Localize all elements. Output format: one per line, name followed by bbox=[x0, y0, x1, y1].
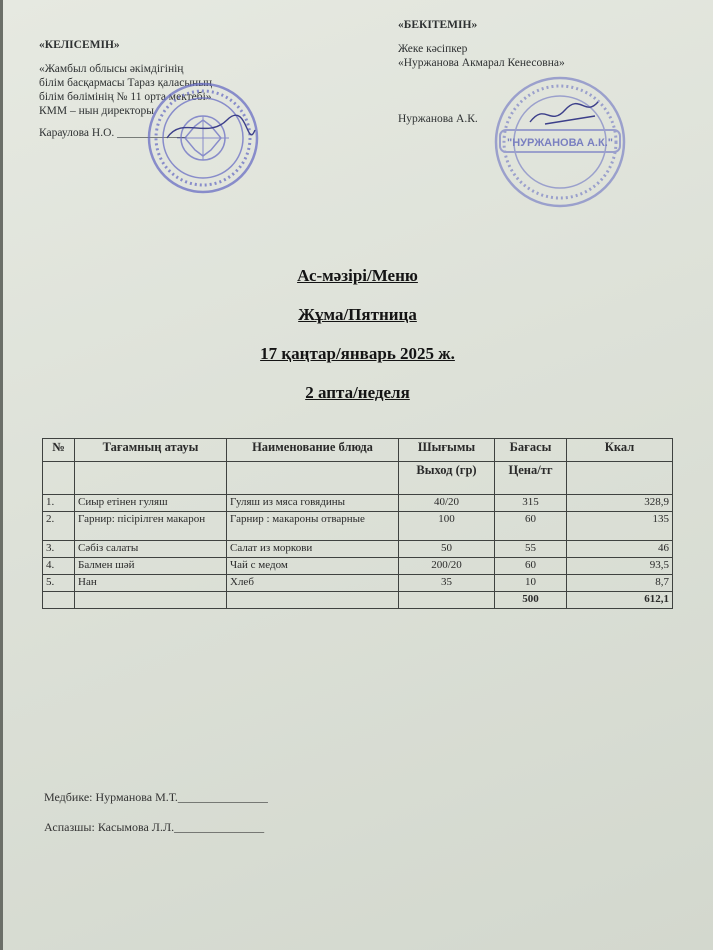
agreed-signer-name: Караулова Н.О. bbox=[39, 127, 115, 139]
col-kcal: Ккал bbox=[567, 439, 673, 462]
col-name-kz: Тағамның атауы bbox=[75, 439, 227, 462]
date-title: 17 қаңтар/январь 2025 ж. bbox=[260, 344, 455, 363]
col-number: № bbox=[43, 439, 75, 462]
table-row: 2. Гарнир: пісірілген макарон Гарнир : макароны отварные 100 60 135 bbox=[43, 512, 673, 541]
col-price: Бағасы bbox=[495, 439, 567, 462]
approved-signer: Нуржанова А.К. bbox=[398, 113, 478, 125]
agreed-signer: Караулова Н.О. ____________ bbox=[39, 127, 187, 139]
nurse-signature-line: Медбике: Нурманова М.Т._______________ bbox=[44, 790, 268, 804]
total-kcal: 612,1 bbox=[567, 592, 673, 609]
col-output: Шығымы bbox=[399, 439, 495, 462]
table-row: 3. Сәбіз салаты Салат из моркови 50 55 46 bbox=[43, 541, 673, 558]
agreed-line-3: білім бөлімінің № 11 орта мектебі» bbox=[39, 91, 212, 103]
total-price: 500 bbox=[495, 592, 567, 609]
day-title: Жұма/Пятница bbox=[298, 305, 417, 324]
cook-signature: Аспазшы: Касымова Л.Л. bbox=[44, 820, 175, 834]
table-row: 1. Сиыр етінен гуляш Гуляш из мяса говядины 40/20 315 328,9 bbox=[43, 495, 673, 512]
cook-signature-line: Аспазшы: Касымова Л.Л._______________ bbox=[44, 820, 265, 834]
stamp-name-text: "НУРЖАНОВА А.К." bbox=[507, 137, 613, 149]
table-subheader-row bbox=[43, 462, 673, 495]
col-name-ru: Наименование блюда bbox=[227, 439, 399, 462]
approved-title: «БЕКІТЕМІН» bbox=[398, 19, 478, 31]
approved-line-2: «Нуржанова Акмарал Кенесовна» bbox=[398, 57, 565, 69]
agreed-title: «КЕЛІСЕМІН» bbox=[39, 39, 120, 51]
school-stamp bbox=[137, 80, 269, 198]
agreed-line-2: білім басқармасы Тараз қаласының bbox=[39, 77, 213, 89]
menu-title: Ас-мәзірі/Меню bbox=[297, 266, 418, 285]
document-page bbox=[2, 0, 713, 950]
sub-output: Выход (гр) bbox=[399, 462, 495, 495]
table-header-row bbox=[43, 439, 673, 462]
nurse-signature: Медбике: Нурманова М.Т. bbox=[44, 790, 178, 804]
agreed-line-4: КММ – нын директоры bbox=[39, 105, 154, 117]
table-row: 4. Балмен шәй Чай с медом 200/20 60 93,5 bbox=[43, 558, 673, 575]
sub-price: Цена/тг bbox=[495, 462, 567, 495]
photo-edge bbox=[0, 0, 3, 950]
agreed-line-1: «Жамбыл облысы әкімдігінің bbox=[39, 63, 184, 75]
entrepreneur-stamp bbox=[490, 72, 630, 212]
table-row: 5. Нан Хлеб 35 10 8,7 bbox=[43, 575, 673, 592]
approved-line-1: Жеке кәсіпкер bbox=[398, 43, 468, 55]
week-title: 2 апта/неделя bbox=[305, 383, 410, 402]
menu-table bbox=[42, 438, 673, 609]
table-total-row bbox=[43, 592, 673, 609]
